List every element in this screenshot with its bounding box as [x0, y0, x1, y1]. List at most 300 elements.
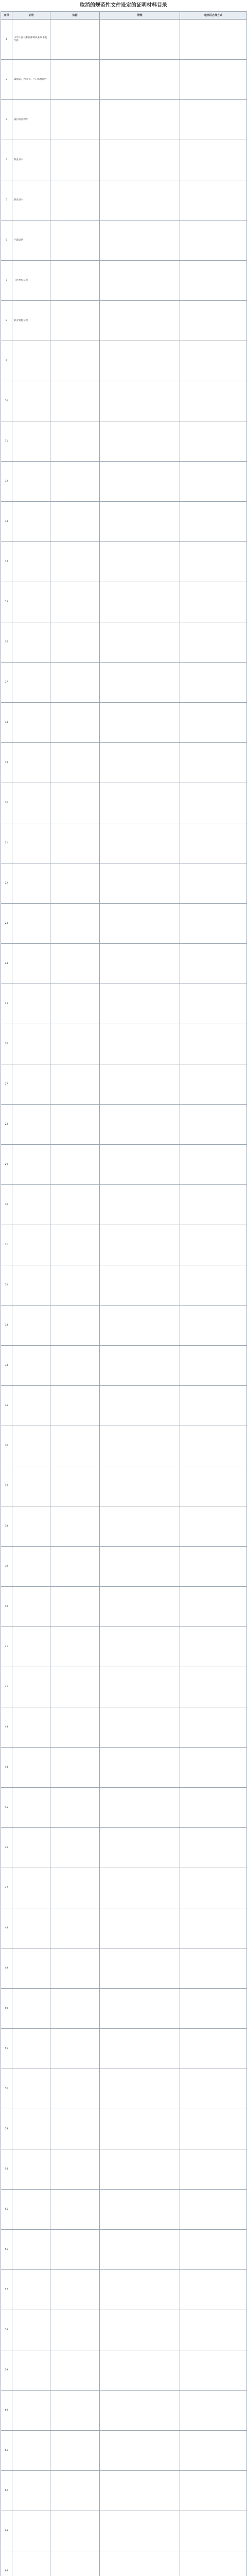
row-clean [100, 1547, 180, 1587]
row-number: 42 [1, 1667, 12, 1707]
row-basis [50, 502, 100, 542]
row-basis [50, 60, 100, 100]
table-row [1, 703, 247, 743]
row-clean [100, 1587, 180, 1627]
row-number: 15 [1, 582, 12, 622]
row-number: 49 [1, 1948, 12, 1989]
row-basis [50, 2190, 100, 2230]
row-clean [100, 703, 180, 743]
row-item [12, 1386, 50, 1426]
row-clean [100, 381, 180, 421]
table-row [1, 2471, 247, 2511]
row-number: 51 [1, 2029, 12, 2069]
table-row [1, 100, 247, 140]
row-basis [50, 341, 100, 381]
header-basis: 依据 [50, 12, 100, 20]
row-number: 33 [1, 1306, 12, 1346]
row-clean [100, 1426, 180, 1466]
row-basis [50, 221, 100, 261]
row-number: 57 [1, 2270, 12, 2310]
row-basis [50, 1225, 100, 1265]
row-after [180, 2270, 247, 2310]
table-row [1, 1748, 247, 1788]
row-number: 63 [1, 2511, 12, 2551]
row-clean [100, 1185, 180, 1225]
row-clean [100, 622, 180, 663]
table-row [1, 1989, 247, 2029]
row-clean [100, 863, 180, 904]
row-number: 26 [1, 1024, 12, 1064]
row-item [12, 2109, 50, 2149]
row-clean [100, 20, 180, 60]
row-item [12, 341, 50, 381]
row-basis [50, 1989, 100, 2029]
table-body [1, 20, 247, 2576]
row-after [180, 1948, 247, 1989]
row-after [180, 1185, 247, 1225]
row-basis [50, 2029, 100, 2069]
row-clean [100, 1024, 180, 1064]
row-clean [100, 542, 180, 582]
header-item: 证明 [12, 12, 50, 20]
row-number: 47 [1, 1868, 12, 1908]
table-row [1, 381, 247, 421]
row-after [180, 2391, 247, 2431]
row-after [180, 703, 247, 743]
row-basis [50, 1346, 100, 1386]
row-number: 7 [1, 261, 12, 301]
row-after [180, 301, 247, 341]
row-basis [50, 1506, 100, 1547]
row-item [12, 502, 50, 542]
row-number: 45 [1, 1788, 12, 1828]
row-number: 21 [1, 823, 12, 863]
table-row [1, 1145, 247, 1185]
row-after [180, 2029, 247, 2069]
table-row [1, 1948, 247, 1989]
row-number: 9 [1, 341, 12, 381]
row-item [12, 2471, 50, 2511]
row-after [180, 60, 247, 100]
table-row [1, 261, 247, 301]
row-after [180, 2149, 247, 2190]
row-basis [50, 823, 100, 863]
row-basis [50, 2149, 100, 2190]
row-item [12, 1506, 50, 1547]
row-after [180, 1145, 247, 1185]
header-no: 序号 [1, 12, 12, 20]
table-row [1, 221, 247, 261]
row-clean [100, 2190, 180, 2230]
row-after [180, 542, 247, 582]
row-item [12, 1989, 50, 2029]
row-basis [50, 984, 100, 1024]
table-row [1, 863, 247, 904]
row-after [180, 20, 247, 60]
row-basis [50, 1185, 100, 1225]
row-basis [50, 2069, 100, 2109]
row-basis [50, 2230, 100, 2270]
row-number: 23 [1, 904, 12, 944]
row-basis [50, 2310, 100, 2350]
table-row [1, 1105, 247, 1145]
row-number: 54 [1, 2149, 12, 2190]
row-number: 39 [1, 1547, 12, 1587]
row-item [12, 1627, 50, 1667]
row-clean [100, 421, 180, 462]
row-basis [50, 2270, 100, 2310]
row-basis [50, 1707, 100, 1748]
table-row [1, 1346, 247, 1386]
table-row [1, 301, 247, 341]
table-row [1, 1908, 247, 1948]
row-basis [50, 622, 100, 663]
row-item [12, 1828, 50, 1868]
row-basis [50, 1667, 100, 1707]
row-basis [50, 783, 100, 823]
row-clean [100, 1948, 180, 1989]
row-number: 31 [1, 1225, 12, 1265]
row-basis [50, 100, 100, 140]
row-after [180, 1306, 247, 1346]
row-after [180, 1105, 247, 1145]
row-number: 38 [1, 1506, 12, 1547]
row-item: 中华人民共和国律师执业证书复印件 [12, 20, 50, 60]
row-clean [100, 2431, 180, 2471]
row-clean [100, 1989, 180, 2029]
table-row [1, 1265, 247, 1306]
row-number: 17 [1, 663, 12, 703]
row-item [12, 1788, 50, 1828]
table-row [1, 2551, 247, 2576]
row-item [12, 1466, 50, 1506]
table-row [1, 1788, 247, 1828]
row-clean [100, 1105, 180, 1145]
row-basis [50, 1868, 100, 1908]
table-row [1, 984, 247, 1024]
header-clean: 清理 [100, 12, 180, 20]
row-number: 44 [1, 1748, 12, 1788]
row-number: 61 [1, 2431, 12, 2471]
row-after [180, 1265, 247, 1306]
row-item [12, 2391, 50, 2431]
row-clean [100, 1788, 180, 1828]
row-basis [50, 663, 100, 703]
row-basis [50, 542, 100, 582]
row-after [180, 1627, 247, 1667]
row-basis [50, 2109, 100, 2149]
row-basis [50, 743, 100, 783]
row-after [180, 1386, 247, 1426]
row-number: 19 [1, 743, 12, 783]
row-after [180, 2511, 247, 2551]
row-item [12, 381, 50, 421]
row-number: 11 [1, 421, 12, 462]
row-clean [100, 663, 180, 703]
table-row [1, 341, 247, 381]
row-after [180, 663, 247, 703]
row-after [180, 823, 247, 863]
row-item [12, 1306, 50, 1346]
row-item: 工作单位证明 [12, 261, 50, 301]
row-basis [50, 421, 100, 462]
table-row [1, 1064, 247, 1105]
table-row [1, 60, 247, 100]
table-row [1, 783, 247, 823]
row-after [180, 2069, 247, 2109]
row-number: 30 [1, 1185, 12, 1225]
row-number: 52 [1, 2069, 12, 2109]
row-item [12, 1225, 50, 1265]
row-item [12, 1587, 50, 1627]
row-after [180, 1064, 247, 1105]
row-item: 职业资格证明 [12, 301, 50, 341]
row-after [180, 2431, 247, 2471]
table-row [1, 2431, 247, 2471]
row-after [180, 2230, 247, 2270]
row-after [180, 1908, 247, 1948]
row-after [180, 2551, 247, 2576]
row-clean [100, 1064, 180, 1105]
row-after [180, 1748, 247, 1788]
row-after [180, 904, 247, 944]
row-number: 1 [1, 20, 12, 60]
table-row [1, 2109, 247, 2149]
row-after [180, 261, 247, 301]
row-item [12, 703, 50, 743]
row-item [12, 743, 50, 783]
row-number: 12 [1, 462, 12, 502]
row-item [12, 1426, 50, 1466]
table-row [1, 1386, 247, 1426]
row-basis [50, 1105, 100, 1145]
table-row [1, 823, 247, 863]
row-basis [50, 1064, 100, 1105]
row-number: 22 [1, 863, 12, 904]
row-after [180, 1547, 247, 1587]
row-clean [100, 2350, 180, 2391]
row-clean [100, 180, 180, 221]
row-clean [100, 140, 180, 180]
row-after [180, 1024, 247, 1064]
row-after [180, 1426, 247, 1466]
row-item [12, 2149, 50, 2190]
row-after [180, 100, 247, 140]
row-number: 25 [1, 984, 12, 1024]
row-item: 户籍证明 [12, 221, 50, 261]
row-clean [100, 1627, 180, 1667]
row-after [180, 502, 247, 542]
row-after [180, 1868, 247, 1908]
table-row [1, 1627, 247, 1667]
row-basis [50, 462, 100, 502]
row-after [180, 421, 247, 462]
table-row [1, 140, 247, 180]
row-clean [100, 2551, 180, 2576]
row-after [180, 1667, 247, 1707]
row-after [180, 462, 247, 502]
row-item [12, 542, 50, 582]
row-item [12, 2511, 50, 2551]
row-clean [100, 1667, 180, 1707]
row-clean [100, 1346, 180, 1386]
table-row [1, 1024, 247, 1064]
row-clean [100, 261, 180, 301]
row-number: 4 [1, 140, 12, 180]
header-after: 取消后办理方式 [180, 12, 247, 20]
row-basis [50, 1386, 100, 1426]
row-clean [100, 341, 180, 381]
row-basis [50, 1547, 100, 1587]
row-after [180, 622, 247, 663]
row-item [12, 984, 50, 1024]
row-number: 28 [1, 1105, 12, 1145]
table-header-row [1, 12, 247, 20]
row-item [12, 421, 50, 462]
row-number: 59 [1, 2350, 12, 2391]
row-after [180, 863, 247, 904]
row-item [12, 1868, 50, 1908]
row-clean [100, 984, 180, 1024]
table-row [1, 2069, 247, 2109]
row-number: 56 [1, 2230, 12, 2270]
row-clean [100, 1466, 180, 1506]
row-after [180, 381, 247, 421]
row-after [180, 1225, 247, 1265]
row-item [12, 863, 50, 904]
row-number: 5 [1, 180, 12, 221]
row-basis [50, 180, 100, 221]
row-item [12, 1346, 50, 1386]
row-after [180, 2109, 247, 2149]
row-after [180, 1707, 247, 1748]
row-item [12, 1948, 50, 1989]
row-number: 35 [1, 1386, 12, 1426]
row-item: 职业证书 [12, 180, 50, 221]
row-number: 2 [1, 60, 12, 100]
row-item [12, 2431, 50, 2471]
row-number: 6 [1, 221, 12, 261]
row-clean [100, 1707, 180, 1748]
row-clean [100, 2391, 180, 2431]
row-basis [50, 140, 100, 180]
row-number: 34 [1, 1346, 12, 1386]
row-item [12, 2069, 50, 2109]
row-item [12, 582, 50, 622]
row-clean [100, 904, 180, 944]
row-basis [50, 2471, 100, 2511]
row-number: 43 [1, 1707, 12, 1748]
row-after [180, 180, 247, 221]
row-number: 13 [1, 502, 12, 542]
row-item [12, 462, 50, 502]
table-row [1, 582, 247, 622]
row-item [12, 904, 50, 944]
row-number: 27 [1, 1064, 12, 1105]
row-item [12, 783, 50, 823]
row-number: 36 [1, 1426, 12, 1466]
document-title: 取消的规范性文件设定的证明材料目录 [80, 3, 167, 8]
row-basis [50, 1627, 100, 1667]
table-row [1, 180, 247, 221]
row-after [180, 2350, 247, 2391]
row-after [180, 743, 247, 783]
table-row [1, 462, 247, 502]
row-clean [100, 2149, 180, 2190]
row-basis [50, 1828, 100, 1868]
row-basis [50, 2431, 100, 2471]
row-item [12, 1064, 50, 1105]
row-basis [50, 2511, 100, 2551]
row-item [12, 823, 50, 863]
row-item [12, 1185, 50, 1225]
table-row [1, 2230, 247, 2270]
row-item [12, 1145, 50, 1185]
table-row [1, 1547, 247, 1587]
row-after [180, 582, 247, 622]
row-after [180, 2471, 247, 2511]
row-basis [50, 1748, 100, 1788]
row-item [12, 1547, 50, 1587]
table-row [1, 2029, 247, 2069]
table-row [1, 1466, 247, 1506]
row-basis [50, 1265, 100, 1306]
row-clean [100, 1145, 180, 1185]
row-number: 41 [1, 1627, 12, 1667]
row-number: 62 [1, 2471, 12, 2511]
row-item [12, 1908, 50, 1948]
row-number: 55 [1, 2190, 12, 2230]
table-row [1, 904, 247, 944]
row-after [180, 984, 247, 1024]
row-item [12, 663, 50, 703]
row-number: 48 [1, 1908, 12, 1948]
row-clean [100, 783, 180, 823]
row-clean [100, 221, 180, 261]
table-row [1, 2310, 247, 2350]
row-after [180, 783, 247, 823]
row-number: 16 [1, 622, 12, 663]
row-after [180, 341, 247, 381]
row-number: 64 [1, 2551, 12, 2576]
row-number: 46 [1, 1828, 12, 1868]
row-item [12, 1667, 50, 1707]
certificate-table [1, 11, 247, 2576]
row-basis [50, 261, 100, 301]
table-row [1, 1306, 247, 1346]
row-clean [100, 582, 180, 622]
row-number: 29 [1, 1145, 12, 1185]
row-clean [100, 2230, 180, 2270]
table-row [1, 2190, 247, 2230]
row-item [12, 2029, 50, 2069]
table-row [1, 663, 247, 703]
row-clean [100, 60, 180, 100]
row-item [12, 2230, 50, 2270]
table-row [1, 1225, 247, 1265]
row-basis [50, 863, 100, 904]
row-basis [50, 1587, 100, 1627]
row-basis [50, 1024, 100, 1064]
row-after [180, 1466, 247, 1506]
row-basis [50, 1466, 100, 1506]
row-after [180, 1828, 247, 1868]
row-basis [50, 1788, 100, 1828]
row-number: 3 [1, 100, 12, 140]
row-clean [100, 1506, 180, 1547]
table-row [1, 1185, 247, 1225]
row-number: 10 [1, 381, 12, 421]
